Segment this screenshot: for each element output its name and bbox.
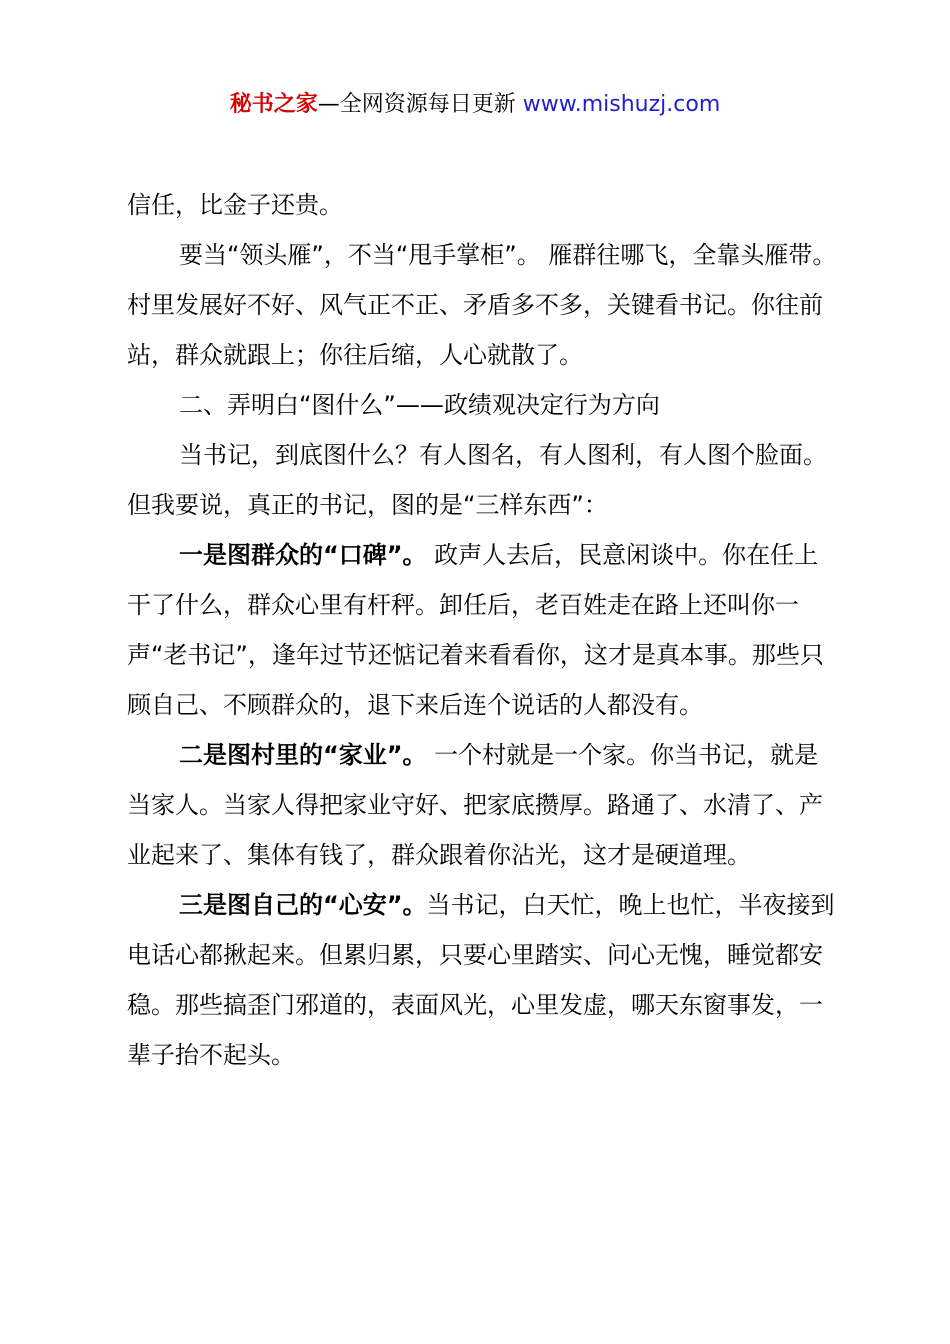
point-one-text: 政声人去后，民意闲谈中。你在任上干了什么，群众心里有杆秤。卸任后，老百姓走在路上还叫你一声“老书记”，逢年过节还惦记着来看看你，这才是真本事。那些只顾自己、不顾群众的，退下来后连个说话的人都没有。 (127, 541, 824, 719)
point-one-heading: 一是图群众的“口碑”。 (179, 541, 427, 569)
paragraph-trust: 信任，比金子还贵。 (127, 191, 343, 219)
site-slogan: —全网资源每日更新 (317, 92, 523, 117)
section-heading-two: 二、弄明白“图什么”——政绩观决定行为方向 (179, 391, 660, 419)
point-three-text: 当书记，白天忙，晚上也忙，半夜接到电话心都揪起来。但累归累，只要心里踏实、问心无愧，睡觉都安稳。那些搞歪门邪道的，表面风光，心里发虚，哪天东窗事发，一辈子抬不起头。 (127, 891, 835, 1069)
paragraph-lead-goose: 要当“领头雁”，不当“甩手掌柜”。 雁群往哪飞，全靠头雁带。村里发展好不好、风气正不正、矛盾多不多，关键看书记。你往前站，群众就跟上；你往后缩，人心就散了。 (127, 241, 837, 369)
point-two-heading: 二是图村里的“家业”。 (179, 741, 427, 769)
point-three-heading: 三是图自己的“心安”。 (179, 891, 427, 919)
site-url[interactable]: www.mishuzj.com (522, 92, 721, 117)
site-brand: 秘书之家 (229, 92, 318, 117)
point-two-text: 一个村就是一个家。你当书记，就是当家人。当家人得把家业守好、把家底攒厚。路通了、水清了、产业起来了、集体有钱了，群众跟着你沾光，这才是硬道理。 (127, 741, 823, 869)
document-body (127, 180, 839, 1080)
paragraph-point-one (127, 530, 839, 730)
paragraph-point-three (127, 880, 839, 1080)
paragraph-what-for: 当书记，到底图什么？有人图名，有人图利，有人图个脸面。但我要说，真正的书记，图的是“三样东西”： (127, 441, 827, 519)
paragraph-point-two (127, 730, 839, 880)
page-header (0, 88, 950, 122)
